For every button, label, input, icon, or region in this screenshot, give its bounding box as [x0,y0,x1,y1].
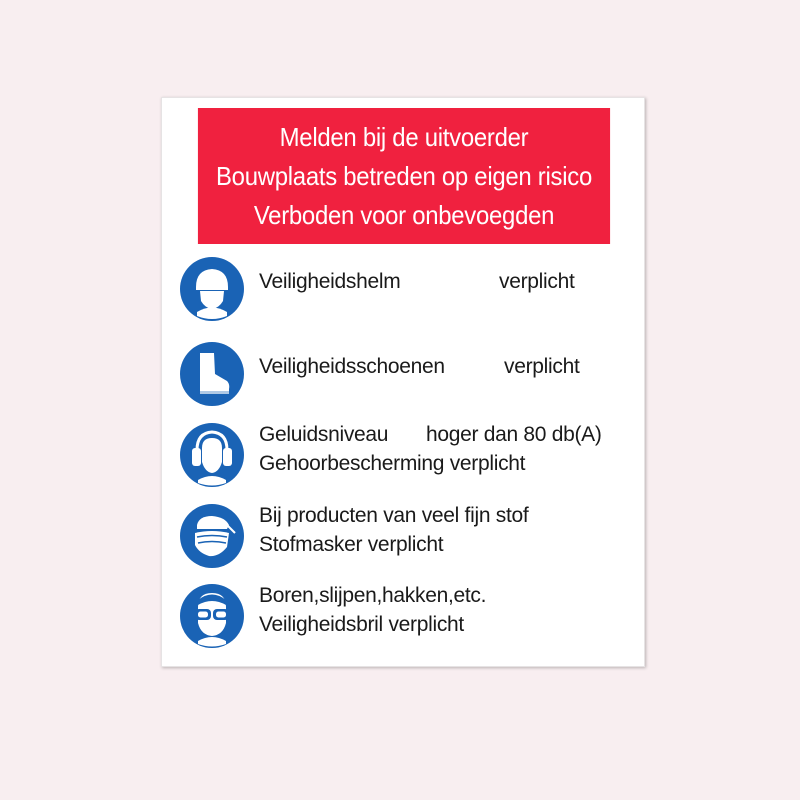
boots-label: Veiligheidsschoenen [259,355,445,378]
ear-protection-icon [179,422,245,488]
sign-row-mask [162,501,646,571]
mask-label: Bij producten van veel fijn stof [259,504,529,527]
glasses-label: Boren,slijpen,hakken,etc. [259,584,487,607]
banner-line-1: Melden bij de uitvoerder [279,121,529,152]
dust-mask-icon [179,503,245,569]
safety-sign [161,97,645,667]
helmet-mandatory: verplicht [499,270,575,293]
warning-banner [198,108,610,244]
ear-label: Geluidsniveau [259,423,389,446]
sign-row-ear [162,420,646,490]
helmet-label: Veiligheidshelm [259,270,401,293]
banner-line-3: Verboden voor onbevoegden [253,199,555,230]
noise-level: hoger dan 80 db(A) [426,423,602,446]
safety-helmet-icon [179,256,245,322]
mask-mandatory: Stofmasker verplicht [259,533,444,556]
glasses-mandatory: Veiligheidsbril verplicht [259,613,464,636]
sign-row-boots [162,339,646,409]
safety-boots-icon [179,341,245,407]
ear-mandatory: Gehoorbescherming verplicht [259,452,526,475]
sign-row-helmet [162,254,646,324]
safety-glasses-icon [179,583,245,649]
boots-mandatory: verplicht [504,355,580,378]
sign-row-glasses [162,581,646,651]
banner-line-2: Bouwplaats betreden op eigen risico [216,160,592,191]
